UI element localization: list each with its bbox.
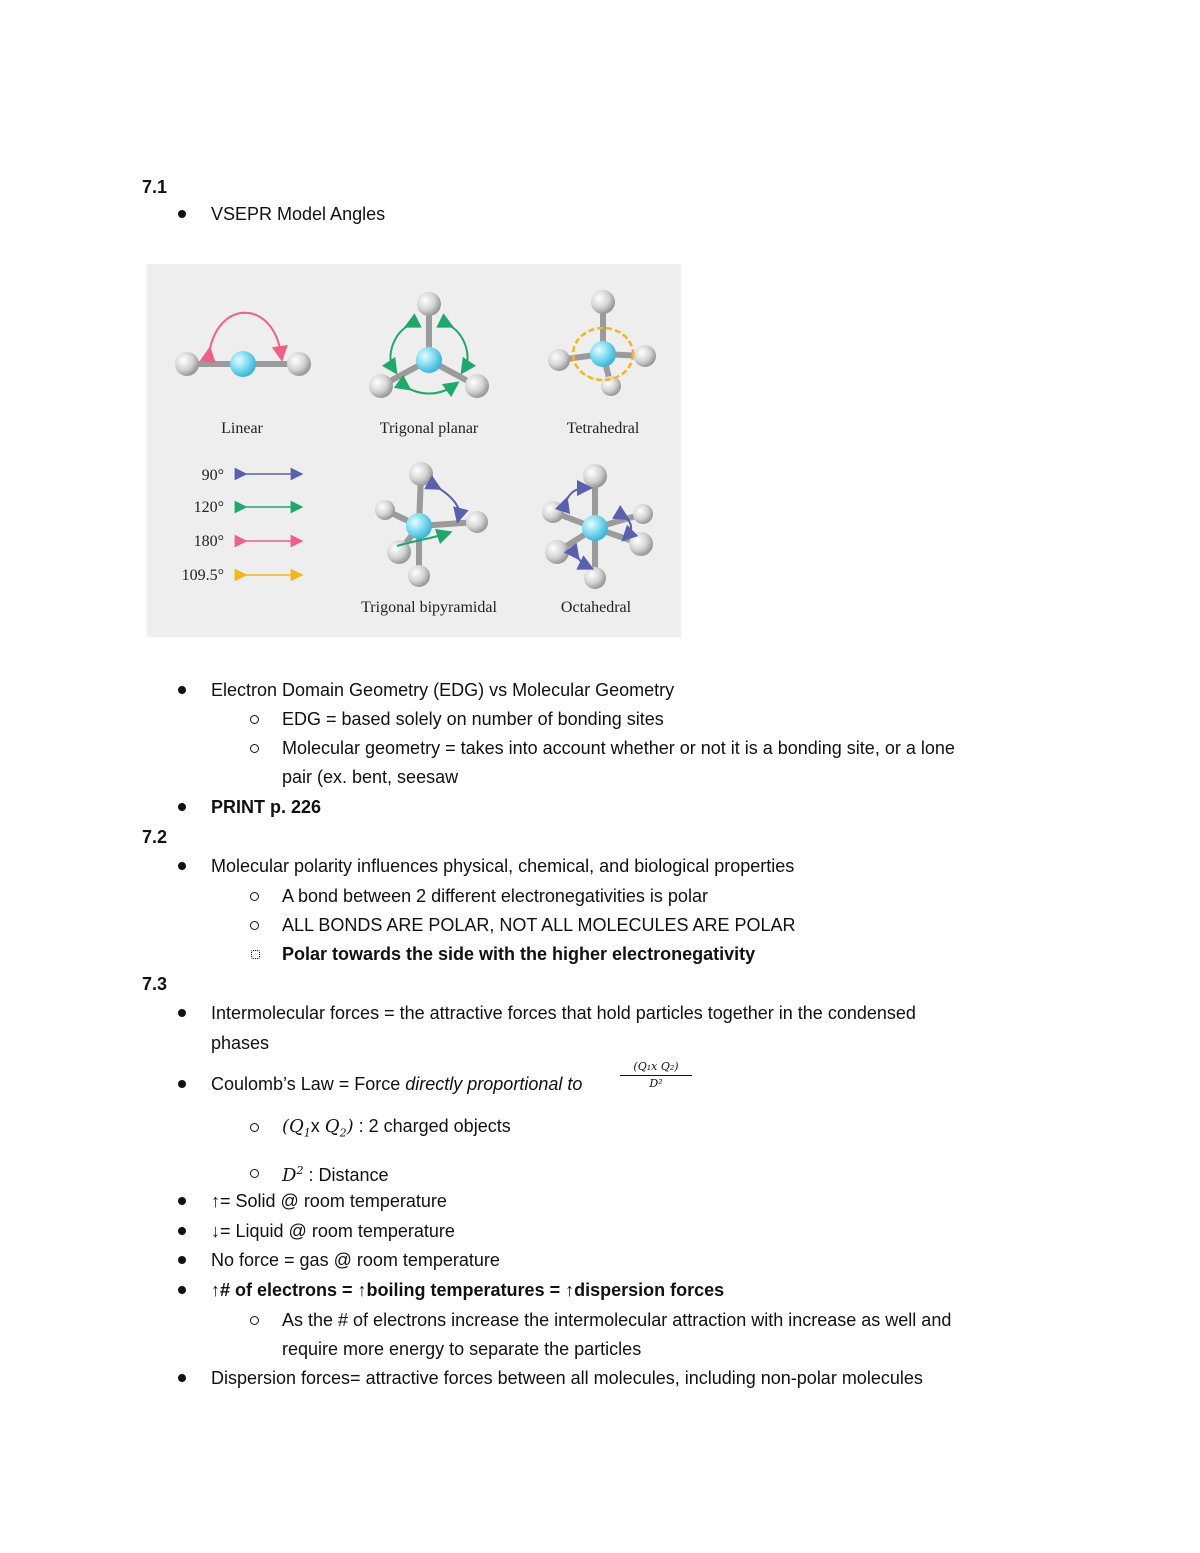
- octahedral-molecule: [542, 464, 653, 589]
- imf-line-2: phases: [211, 1033, 270, 1053]
- label-trigonal-planar: Trigonal planar: [379, 420, 479, 437]
- edg-vs-mg: Electron Domain Geometry (EDG) vs Molecular Geometry: [211, 680, 675, 700]
- sub-bullet: [250, 921, 259, 930]
- label-octahedral: Octahedral: [560, 599, 632, 616]
- d-text: : Distance: [308, 1165, 389, 1185]
- bullet: [178, 1197, 186, 1205]
- bullet: [178, 862, 186, 870]
- electrons-line: ↑# of electrons = ↑boiling temperatures = ↑dispersion forces: [211, 1280, 725, 1300]
- d-line: $D^2$ : Distance: [282, 1164, 389, 1186]
- bullet: [178, 1256, 186, 1264]
- linear-molecule: [175, 313, 311, 377]
- print-note: PRINT p. 226: [211, 797, 322, 817]
- angle-legend: [182, 467, 297, 584]
- legend-120: 120°: [193, 499, 224, 516]
- fraction-denominator: D²: [649, 1077, 663, 1090]
- label-trigonal-bipyramidal: Trigonal bipyramidal: [361, 599, 497, 616]
- solid-line: ↑= Solid @ room temperature: [211, 1191, 447, 1211]
- fraction-numerator: (Q₁x Q₂): [620, 1060, 692, 1076]
- q-line: ($Q_1x$ $Q_2$) : 2 charged objects: [282, 1116, 511, 1140]
- bullet: [178, 1080, 186, 1088]
- bullet: [178, 210, 186, 218]
- coulomb-prefix: Coulomb’s Law = Force: [211, 1074, 406, 1094]
- coulomb-line: [211, 1073, 582, 1095]
- bond-polar-line: A bond between 2 different electronegativities is polar: [282, 886, 708, 906]
- bullet: [178, 1374, 186, 1382]
- electrons-sub-line-2: require more energy to separate the particles: [282, 1339, 642, 1359]
- polar-towards-line: Polar towards the side with the higher electronegativity: [282, 944, 756, 964]
- mg-definition-line-2: pair (ex. bent, seesaw: [282, 767, 459, 787]
- tetrahedral-molecule: [548, 290, 656, 396]
- bullet: [178, 803, 186, 811]
- sub-bullet: [250, 715, 259, 724]
- trigonal-bipyramidal-molecule: [375, 462, 488, 587]
- electrons-sub-line-1: As the # of electrons increase the intermolecular attraction with increase as well and: [282, 1310, 952, 1330]
- imf-line-1: Intermolecular forces = the attractive forces that hold particles together in the condensed: [211, 1003, 916, 1023]
- polarity-line: Molecular polarity influences physical, chemical, and biological properties: [211, 856, 795, 876]
- vsepr-diagram: [147, 264, 681, 637]
- sub-bullet: [250, 1316, 259, 1325]
- trigonal-planar-molecule: [369, 292, 489, 398]
- q-text: : 2 charged objects: [358, 1116, 511, 1136]
- sub-bullet: [250, 892, 259, 901]
- bullet: [178, 1286, 186, 1294]
- bullet: [178, 686, 186, 694]
- vsepr-figure: [147, 264, 681, 637]
- mg-definition-line-1: Molecular geometry = takes into account whether or not it is a bonding site, or a lone: [282, 738, 955, 758]
- legend-180: 180°: [193, 533, 224, 550]
- section-heading-7-3: 7.3: [142, 974, 168, 994]
- section-heading-7-1: 7.1: [142, 177, 168, 197]
- legend-90: 90°: [201, 467, 224, 484]
- coulomb-fraction: [620, 1060, 692, 1090]
- bullet: [178, 1227, 186, 1235]
- dispersion-line: Dispersion forces= attractive forces between all molecules, including non-polar molecules: [211, 1368, 923, 1388]
- label-tetrahedral: Tetrahedral: [566, 420, 640, 437]
- sub-bullet: [250, 1123, 259, 1132]
- sub-bullet: [251, 950, 260, 959]
- edg-definition: EDG = based solely on number of bonding sites: [282, 709, 664, 729]
- sub-bullet: [250, 744, 259, 753]
- vsepr-title: VSEPR Model Angles: [211, 204, 386, 224]
- liquid-line: ↓= Liquid @ room temperature: [211, 1221, 455, 1241]
- gas-line: No force = gas @ room temperature: [211, 1250, 500, 1270]
- coulomb-italic: directly proportional to: [405, 1074, 583, 1094]
- section-heading-7-2: 7.2: [142, 827, 168, 847]
- legend-109-5: 109.5°: [181, 567, 224, 584]
- sub-bullet: [250, 1169, 259, 1178]
- label-linear: Linear: [221, 420, 263, 437]
- bullet: [178, 1009, 186, 1017]
- all-bonds-line: ALL BONDS ARE POLAR, NOT ALL MOLECULES ARE POLAR: [282, 915, 796, 935]
